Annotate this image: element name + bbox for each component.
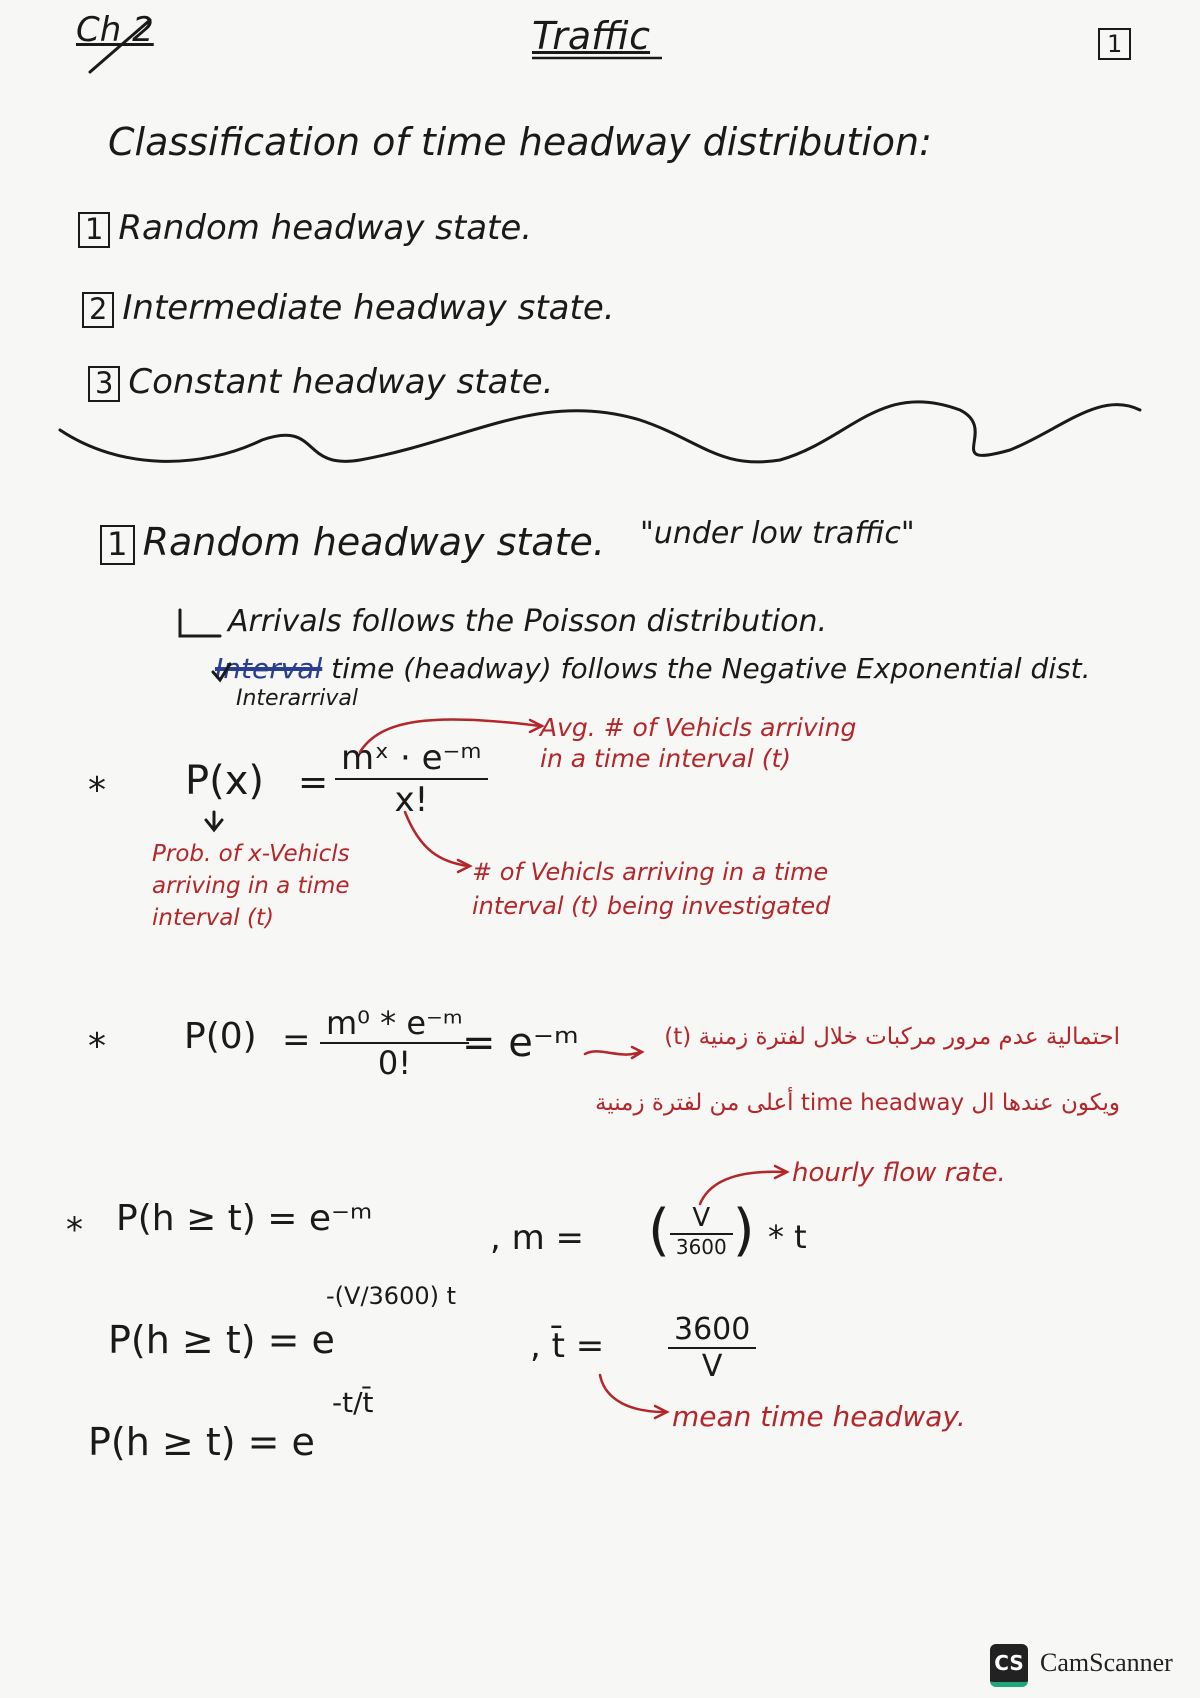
formula-star: *	[88, 770, 106, 811]
camscanner-logo: CS	[990, 1644, 1028, 1687]
item-label: Random headway state.	[118, 208, 533, 248]
item-number: 1	[78, 212, 110, 248]
exp-dist-line-1: P(h ≥ t) = e⁻ᵐ	[116, 1198, 373, 1239]
fraction-numerator: mˣ · e⁻ᵐ	[335, 738, 488, 780]
fraction-numerator: 3600	[668, 1312, 756, 1349]
item-number: 3	[88, 366, 120, 402]
arabic-note-2: ويكون عندها ال time headway أعلى من لفترة زمنية	[594, 1090, 1120, 1116]
bullet-arrivals: Arrivals follows the Poisson distribution.	[228, 604, 828, 639]
note-probability: Prob. of x-Vehicls arriving in a time interval (t)	[152, 841, 350, 932]
bullet-l-arrow	[180, 610, 220, 636]
page-title: Traffic	[532, 14, 651, 58]
classification-heading: Classification of time headway distribution:	[108, 120, 932, 164]
exp-dist-line-2-exponent: -(V/3600) t	[326, 1282, 457, 1310]
note-vehicle-count: # of Vehicls arriving in a time interval (t) being investigated	[472, 858, 831, 920]
fraction-denominator: 0!	[377, 1044, 412, 1082]
hourly-flow-note: hourly flow rate.	[792, 1158, 1006, 1188]
item-label: Intermediate headway state.	[122, 288, 615, 328]
down-arrow	[206, 812, 222, 830]
formula-lhs: P(x)	[185, 758, 265, 804]
fraction-numerator: V	[670, 1203, 733, 1235]
formula-star: *	[66, 1210, 83, 1250]
wave-divider	[60, 402, 1140, 462]
tbar-definition-lhs: , t̄ =	[530, 1326, 605, 1366]
m-definition-rhs: * t	[768, 1218, 807, 1256]
arrow-avg	[360, 719, 542, 752]
fraction-denominator: x!	[394, 780, 429, 820]
item-number: 2	[82, 292, 114, 328]
arrow-count	[405, 812, 470, 872]
item-label: Constant headway state.	[128, 362, 554, 402]
section-number: 1	[100, 525, 135, 565]
bullet-headway-text: time (headway) follows the Negative Exponential dist.	[331, 652, 1091, 685]
chapter-label: Ch 2	[76, 10, 154, 50]
note-avg-vehicles: Avg. # of Vehicls arriving in a time interval (t)	[540, 713, 857, 774]
arrow-mean	[600, 1375, 667, 1418]
arabic-note-1: احتمالية عدم مرور مركبات خلال لفترة زمنية (t)	[664, 1024, 1120, 1050]
section-title-text: Random headway state.	[142, 520, 605, 564]
exp-dist-line-3-exponent: -t/t̄	[332, 1386, 374, 1419]
m-definition-fraction: ( $\frac{V}{3600}$ )	[648, 1198, 755, 1263]
exp-dist-line-3: P(h ≥ t) = e	[88, 1420, 315, 1464]
formula-star: *	[88, 1026, 106, 1067]
camscanner-brand: CamScanner	[1040, 1648, 1173, 1677]
formula-rhs: = e⁻ᵐ	[462, 1020, 579, 1066]
correction-word: Interarrival	[236, 686, 358, 711]
page-number: 1	[1098, 28, 1131, 60]
mean-headway-note: mean time headway.	[672, 1400, 966, 1433]
struck-word: Interval	[215, 652, 323, 685]
formula-lhs: P(0)	[184, 1016, 257, 1057]
arrow-hourly	[700, 1166, 787, 1204]
section-note: "under low traffic"	[640, 516, 915, 551]
fraction-denominator: V	[701, 1349, 723, 1384]
exp-dist-line-2: P(h ≥ t) = e	[108, 1318, 335, 1362]
formula-eq: =	[282, 1020, 311, 1060]
m-definition-lhs: , m =	[490, 1218, 585, 1258]
formula-eq: =	[298, 762, 329, 803]
arrow-arabic	[585, 1047, 642, 1058]
fraction-denominator: 3600	[675, 1234, 727, 1259]
tick-mark	[213, 664, 230, 680]
fraction-numerator: m⁰ * e⁻ᵐ	[320, 1004, 469, 1044]
chapter-slash	[90, 20, 150, 72]
